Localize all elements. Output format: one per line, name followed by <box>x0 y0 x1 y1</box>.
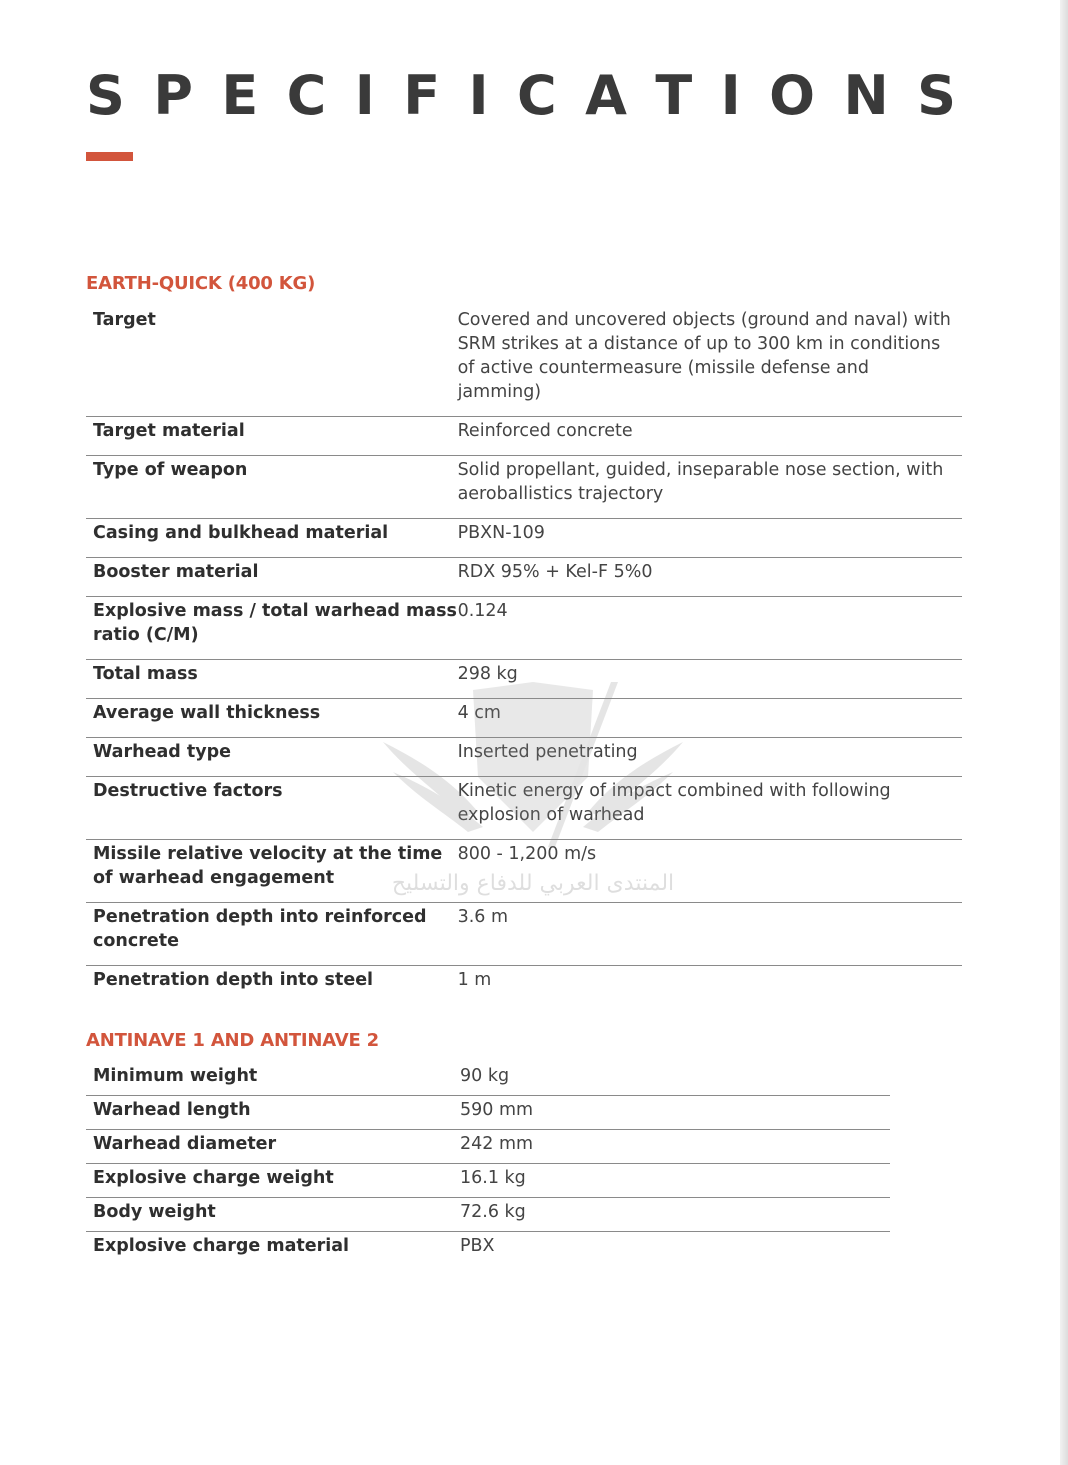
spec-label: Missile relative velocity at the time of warhead engagement <box>93 844 443 888</box>
spec-label: Penetration depth into steel <box>93 970 374 990</box>
title-letter: I <box>720 64 741 127</box>
spec-value: 72.6 kg <box>460 1202 526 1222</box>
page-edge <box>1060 0 1068 1465</box>
title-letter: O <box>769 64 816 127</box>
spec-row <box>86 699 962 738</box>
title-letter: C <box>517 64 557 127</box>
spec-row <box>86 966 962 1005</box>
spec-value: RDX 95% + Kel-F 5%0 <box>457 562 653 582</box>
spec-row <box>86 660 962 699</box>
spec-label: Warhead length <box>93 1100 251 1120</box>
spec-value: PBX <box>460 1236 495 1256</box>
spec-value: 3.6 m <box>457 907 509 927</box>
spec-value: 4 cm <box>457 703 501 723</box>
spec-value: 242 mm <box>460 1134 534 1154</box>
title-letter: F <box>403 64 441 127</box>
spec-label: Average wall thickness <box>93 703 321 723</box>
spec-label: Explosive charge weight <box>93 1168 334 1188</box>
spec-value: PBXN-109 <box>457 523 545 543</box>
spec-row <box>86 840 962 903</box>
spec-label: Target material <box>93 421 245 441</box>
spec-value: Kinetic energy of impact combined with following explosion of warhead <box>457 781 891 825</box>
spec-row <box>86 903 962 966</box>
spec-label: Casing and bulkhead material <box>93 523 389 543</box>
spec-label: Explosive charge material <box>93 1236 350 1256</box>
spec-value: 0.124 <box>457 601 508 621</box>
spec-row <box>86 417 962 456</box>
spec-row <box>86 1232 890 1266</box>
spec-value: 1 m <box>457 970 492 990</box>
spec-row <box>86 738 962 777</box>
spec-row <box>86 1130 890 1164</box>
title-accent-bar <box>86 152 133 161</box>
spec-label: Body weight <box>93 1202 216 1222</box>
title-letter: S <box>917 64 956 127</box>
spec-row <box>86 597 962 660</box>
spec-row <box>86 558 962 597</box>
spec-row <box>86 456 962 519</box>
title-letter: I <box>468 64 489 127</box>
spec-row <box>86 1096 890 1130</box>
spec-value: Solid propellant, guided, inseparable nose section, with aeroballistics trajectory <box>457 460 944 504</box>
title-letter: E <box>221 64 259 127</box>
page-title <box>86 64 956 128</box>
spec-row <box>86 1164 890 1198</box>
spec-label: Warhead diameter <box>93 1134 277 1154</box>
spec-label: Target <box>93 310 156 330</box>
earth-quick-spec-table <box>86 306 962 1004</box>
watermark-text: المنتدى العربي للدفاع والتسليح <box>391 871 675 896</box>
spec-label: Minimum weight <box>93 1066 258 1086</box>
title-letter: C <box>286 64 327 127</box>
title-letter: P <box>153 64 193 127</box>
spec-value: 90 kg <box>460 1066 510 1086</box>
spec-value: 800 - 1,200 m/s <box>457 844 597 864</box>
spec-row <box>86 1198 890 1232</box>
spec-label: Total mass <box>93 664 198 684</box>
title-letter: T <box>655 64 693 127</box>
spec-label: Explosive mass / total warhead mass ratio (C/M) <box>93 601 457 645</box>
spec-label: Destructive factors <box>93 781 283 801</box>
antinave-spec-table <box>86 1062 890 1265</box>
spec-row <box>86 1062 890 1096</box>
spec-row <box>86 306 962 417</box>
spec-value: 590 mm <box>460 1100 534 1120</box>
title-letter: S <box>86 64 125 127</box>
spec-label: Booster material <box>93 562 259 582</box>
spec-label: Penetration depth into reinforced concrete <box>93 907 427 951</box>
spec-row <box>86 519 962 558</box>
section-heading-earth-quick: EARTH-QUICK (400 KG) <box>86 273 316 294</box>
section-heading-antinave: ANTINAVE 1 AND ANTINAVE 2 <box>86 1030 379 1051</box>
title-letter: A <box>585 64 627 127</box>
spec-value: Inserted penetrating <box>457 742 638 762</box>
spec-value: Covered and uncovered objects (ground and naval) with SRM strikes at a distance of up to 300 km in conditions of active countermeasure (missile defense and jamming) <box>457 310 951 402</box>
spec-value: 298 kg <box>457 664 518 684</box>
spec-value: 16.1 kg <box>460 1168 526 1188</box>
spec-label: Type of weapon <box>93 460 248 480</box>
spec-value: Reinforced concrete <box>457 421 633 441</box>
spec-row <box>86 777 962 840</box>
spec-label: Warhead type <box>93 742 232 762</box>
title-letter: I <box>354 64 375 127</box>
title-letter: N <box>843 64 889 127</box>
